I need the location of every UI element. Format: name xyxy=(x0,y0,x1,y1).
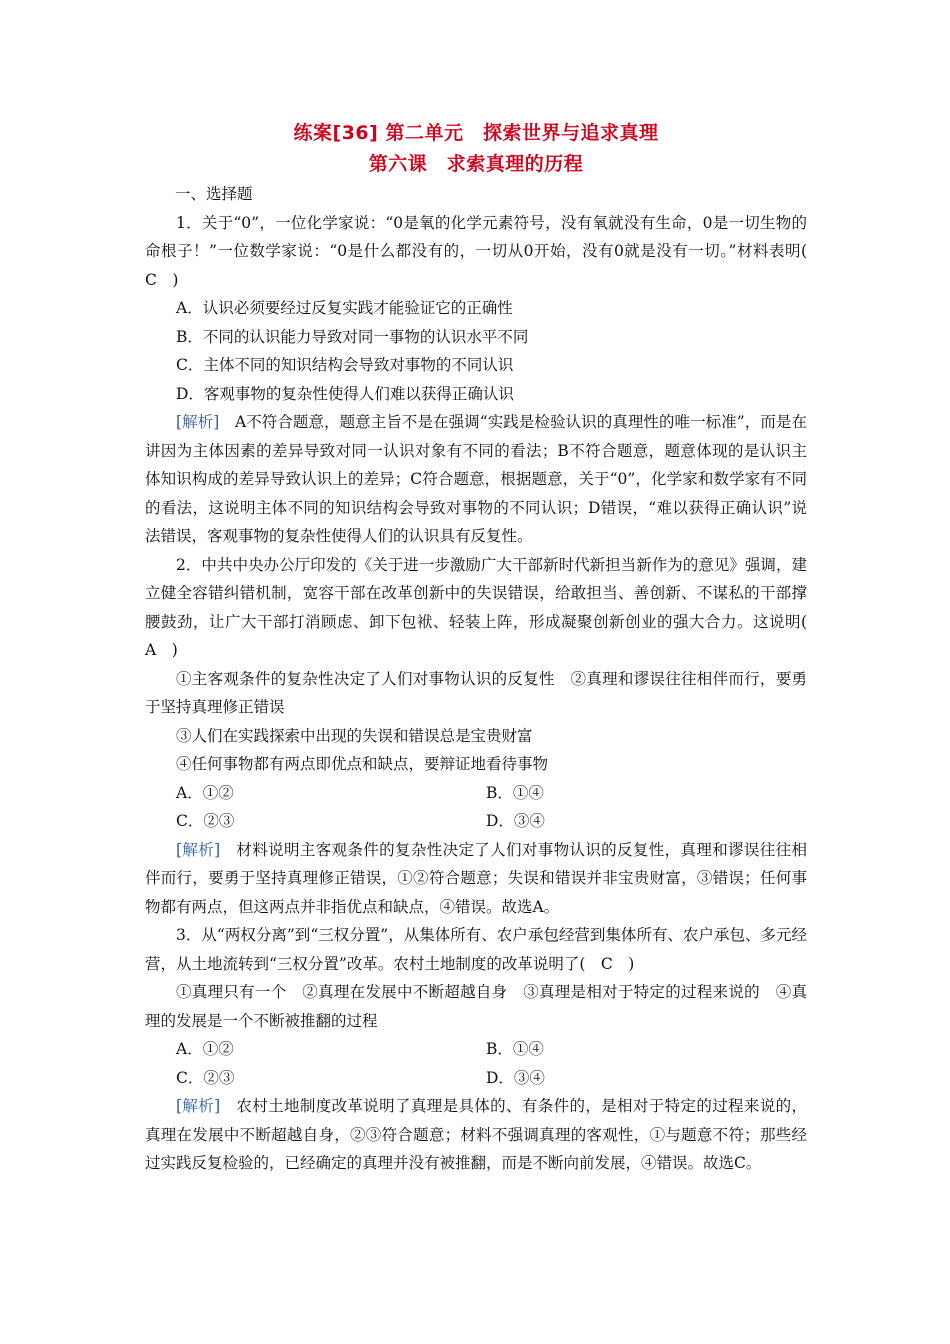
question-1-analysis-text: A不符合题意，题意主旨不是在强调“实践是检验认识的真理性的唯一标准”，而是在讲因为主体因素的差异导致对同一认识对象有不同的看法；B不符合题意，题意体现的是认识主体知识构成的差异导致认识上的差异；C符合题意，根据题意，关于“0”，化学家和数学家有不同的看法，这说明主体不同的知识结构会导致对事物的不同认识；D错误，“难以获得正确认识”说法错误，客观事物的复杂性使得人们的认识具有反复性。 xyxy=(145,413,807,545)
question-3-items: ①真理只有一个 ②真理在发展中不断超越自身 ③真理是相对于特定的过程来说的 ④真理的发展是一个不断被推翻的过程 xyxy=(145,983,807,1030)
question-2-items-1-2: ①主客观条件的复杂性决定了人们对事物认识的反复性 ②真理和谬误往往相伴而行，要勇于坚持真理修正错误 xyxy=(145,669,807,716)
question-2-item-3: ③人们在实践探索中出现的失误和错误总是宝贵财富 xyxy=(176,726,533,745)
question-1-stem: 1．关于“0”，一位化学家说：“0是氧的化学元素符号，没有氧就没有生命，0是一切生物的命根子！”一位数学家说：“0是什么都没有的，一切从0开始，没有0就是没有一切。”材料表明( C ) xyxy=(145,213,823,289)
analysis-tag: [解析] xyxy=(176,1097,221,1115)
question-2-analysis-text: 材料说明主客观条件的复杂性决定了人们对事物认识的反复性，真理和谬误往往相伴而行，要勇于坚持真理修正错误，①②符合题意；失误和错误并非宝贵财富，③错误；任何事物都有两点，但这两点并非指优点和缺点，④错误。故选A。 xyxy=(145,840,807,916)
question-3-analysis-text: 农村土地制度改革说明了真理是具体的、有条件的，是相对于特定的过程来说的，真理在发展中不断超越自身，②③符合题意；材料不强调真理的客观性，①与题意不符；那些经过实践反复检验的，已经确定的真理并没有被推翻，而是不断向前发展，④错误。故选C。 xyxy=(145,1097,807,1172)
question-1-analysis xyxy=(145,408,807,551)
question-3-option-b: B．①④ xyxy=(486,1040,544,1058)
question-3-option-d: D．③④ xyxy=(486,1068,545,1087)
question-3-options-row-1 xyxy=(145,1035,807,1064)
question-1-option-d: D．客观事物的复杂性使得人们难以获得正确认识 xyxy=(176,384,514,403)
question-3-option-a: A．①② xyxy=(176,1040,234,1058)
question-2-stem: 2．中共中央办公厅印发的《关于进一步激励广大干部新时代新担当新作为的意见》强调，建立健全容错纠错机制，宽容干部在改革创新中的失误错误，给敢担当、善创新、不谋私的干部撑腰鼓劲，让广大干部打消顾虑、卸下包袱、轻装上阵，形成凝聚创新创业的强大合力。这说明( A ) xyxy=(145,555,823,659)
question-2-option-a: A．①② xyxy=(176,783,234,802)
question-2-option-b: B．①④ xyxy=(486,783,544,802)
analysis-tag: [解析] xyxy=(176,840,221,859)
question-2-options-row-1 xyxy=(145,779,807,808)
lesson-title: 第六课 求索真理的历程 xyxy=(368,153,584,175)
question-2-analysis xyxy=(145,836,807,922)
question-3-option-c: C．②③ xyxy=(176,1068,235,1087)
question-1-option-c: C．主体不同的知识结构会导致对事物的不同认识 xyxy=(176,356,514,374)
question-2-options-row-2 xyxy=(145,807,807,836)
section-heading: 一、选择题 xyxy=(175,185,253,203)
question-3-analysis xyxy=(145,1092,807,1178)
question-1-option-b: B．不同的认识能力导致对同一事物的认识水平不同 xyxy=(176,327,529,346)
question-3-options-row-2 xyxy=(145,1064,807,1093)
document-page xyxy=(145,118,823,1178)
question-2-option-c: C．②③ xyxy=(176,812,235,830)
question-2-item-4: ④任何事物都有两点即优点和缺点，要辩证地看待事物 xyxy=(176,755,549,773)
question-3-stem: 3．从“两权分离”到“三权分置”，从集体所有、农户承包经营到集体所有、农户承包、多元经营，从土地流转到“三权分置”改革。农村土地制度的改革说明了( C ) xyxy=(145,926,807,973)
page-title: 练案[36] 第二单元 探索世界与追求真理 xyxy=(293,122,659,144)
question-2-option-d: D．③④ xyxy=(486,812,545,830)
question-1-option-a: A．认识必须要经过反复实践才能验证它的正确性 xyxy=(176,299,513,317)
analysis-tag: [解析] xyxy=(176,413,220,431)
